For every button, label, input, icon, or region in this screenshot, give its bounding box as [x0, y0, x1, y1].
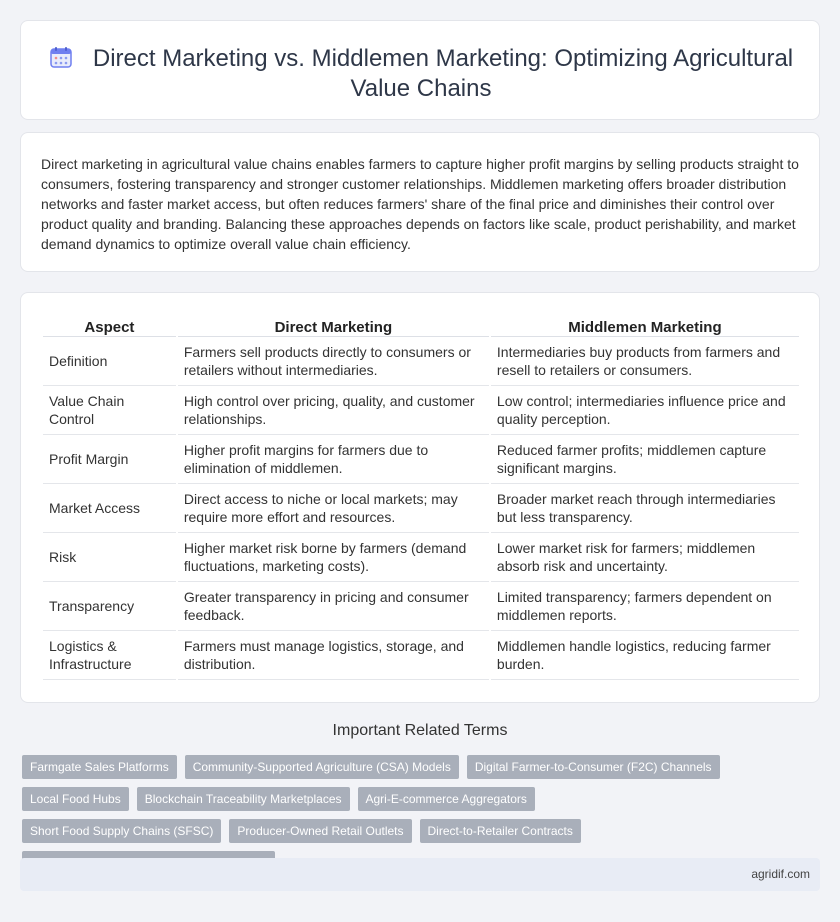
table-row	[43, 533, 799, 582]
table-row	[43, 631, 799, 680]
column-header-direct: Direct Marketing	[178, 315, 489, 337]
row-direct: Direct access to niche or local markets; may require more effort and resources.	[178, 484, 489, 533]
table-row	[43, 337, 799, 386]
row-direct: Farmers must manage logistics, storage, and distribution.	[178, 631, 489, 680]
row-middlemen: Reduced farmer profits; middlemen capture significant margins.	[491, 435, 799, 484]
table-row	[43, 484, 799, 533]
related-term-tag[interactable]: Short Food Supply Chains (SFSC)	[22, 819, 221, 843]
related-terms-list	[22, 755, 742, 875]
row-middlemen: Broader market reach through intermediaries but less transparency.	[491, 484, 799, 533]
row-aspect: Market Access	[43, 484, 176, 533]
row-middlemen: Intermediaries buy products from farmers and resell to retailers or consumers.	[491, 337, 799, 386]
page-title: Direct Marketing vs. Middlemen Marketing: Optimizing Agricultural Value Chains	[92, 45, 794, 102]
row-aspect: Definition	[43, 337, 176, 386]
row-aspect: Transparency	[43, 582, 176, 631]
footer-site-link[interactable]: agridif.com	[751, 867, 810, 881]
row-aspect: Value Chain Control	[43, 386, 176, 435]
footer-bar	[20, 858, 820, 891]
table-row	[43, 386, 799, 435]
page-title-wrap	[41, 44, 801, 104]
row-aspect: Profit Margin	[43, 435, 176, 484]
row-aspect: Risk	[43, 533, 176, 582]
related-terms-title: Important Related Terms	[332, 722, 508, 739]
related-term-tag[interactable]: Direct-to-Retailer Contracts	[420, 819, 581, 843]
intro-card	[20, 132, 820, 272]
intro-paragraph: Direct marketing in agricultural value chains enables farmers to capture higher profit margins by selling products straight to consumers, fostering transparency and stronger customer relationships. Middlemen marketing offers broader distribution networks and faster market access, but often reduces farmers' share of the final price and diminishes their control over product quality and branding. Balancing these approaches depends on factors like scale, product perishability, and market demand dynamics to optimize overall value chain efficiency.	[41, 156, 799, 252]
comparison-card	[20, 292, 820, 703]
row-direct: Higher market risk borne by farmers (demand fluctuations, marketing costs).	[178, 533, 489, 582]
table-header-row	[43, 315, 799, 337]
row-direct: Greater transparency in pricing and consumer feedback.	[178, 582, 489, 631]
row-direct: Farmers sell products directly to consumers or retailers without intermediaries.	[178, 337, 489, 386]
column-header-middlemen: Middlemen Marketing	[491, 315, 799, 337]
column-header-aspect: Aspect	[43, 315, 176, 337]
row-middlemen: Lower market risk for farmers; middlemen absorb risk and uncertainty.	[491, 533, 799, 582]
related-term-tag[interactable]: Blockchain Traceability Marketplaces	[137, 787, 350, 811]
table-row	[43, 435, 799, 484]
related-term-tag[interactable]: Local Food Hubs	[22, 787, 129, 811]
row-direct: High control over pricing, quality, and customer relationships.	[178, 386, 489, 435]
related-term-tag[interactable]: Producer-Owned Retail Outlets	[229, 819, 411, 843]
related-term-tag[interactable]: Digital Farmer-to-Consumer (F2C) Channels	[467, 755, 720, 779]
comparison-table	[41, 315, 801, 680]
header-card	[20, 20, 820, 120]
row-aspect: Logistics & Infrastructure	[43, 631, 176, 680]
calendar-icon	[49, 45, 73, 69]
row-middlemen: Low control; intermediaries influence price and quality perception.	[491, 386, 799, 435]
related-term-tag[interactable]: Community-Supported Agriculture (CSA) Models	[185, 755, 459, 779]
related-term-tag[interactable]: Farmgate Sales Platforms	[22, 755, 177, 779]
related-term-tag[interactable]: Agri-E-commerce Aggregators	[358, 787, 535, 811]
row-middlemen: Middlemen handle logistics, reducing farmer burden.	[491, 631, 799, 680]
row-middlemen: Limited transparency; farmers dependent on middlemen reports.	[491, 582, 799, 631]
row-direct: Higher profit margins for farmers due to elimination of middlemen.	[178, 435, 489, 484]
table-row	[43, 582, 799, 631]
